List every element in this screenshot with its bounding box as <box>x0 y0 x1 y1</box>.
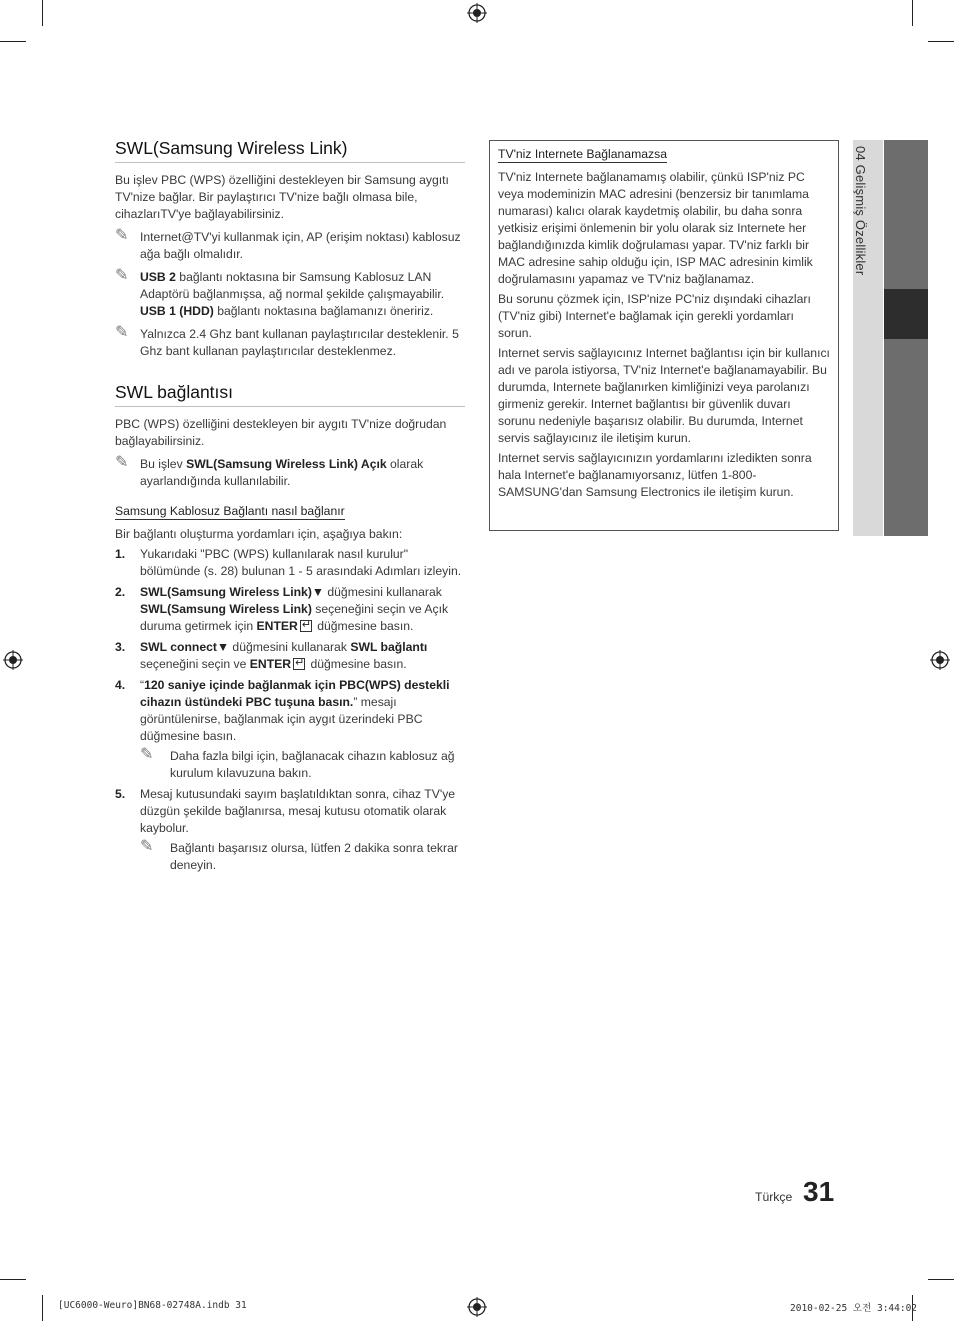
step-number: 2. <box>115 585 126 599</box>
registration-mark-icon <box>467 3 487 23</box>
step-bold: SWL(Samsung Wireless Link)▼ <box>140 585 324 599</box>
sub-intro: Bir bağlantı oluşturma yordamları için, aşağıya bakın: <box>115 527 403 541</box>
step-number: 1. <box>115 547 126 561</box>
crop-mark <box>928 1279 954 1280</box>
note <box>115 326 465 360</box>
step-bold: SWL(Samsung Wireless Link) <box>140 602 312 616</box>
language-label: Türkçe <box>755 1190 793 1204</box>
note-text: Bu işlev <box>140 457 187 471</box>
step-text: seçeneğini seçin ve <box>140 657 250 671</box>
chapter-tab-bar <box>884 140 928 289</box>
step-number: 5. <box>115 787 126 801</box>
step-bold: SWL bağlantı <box>350 640 428 654</box>
step-item <box>115 786 465 874</box>
note-text: Daha fazla bilgi için, bağlanacak cihazın kablosuz ağ kurulum kılavuzuna bakın. <box>170 749 455 780</box>
troubleshooting-box <box>489 140 839 531</box>
note-text: Internet@TV'yi kullanmak için, AP (erişim noktası) kablosuz ağa bağlı olmalıdır. <box>140 230 461 261</box>
note-text: bağlantı noktasına bir Samsung Kablosuz LAN Adaptörü bağlanmışsa, ağ normal şekilde çalışmayabilir. <box>140 270 445 301</box>
step-text: Yukarıdaki "PBC (WPS) kullanılarak nasıl kurulur" bölümünde (s. 28) bulunan 1 - 5 arasındaki Adımları izleyin. <box>140 547 462 578</box>
registration-mark-icon <box>930 650 950 670</box>
step-text: düğmesini kullanarak <box>323 585 442 599</box>
chapter-tab-active <box>884 289 928 339</box>
step-text: Mesaj kutusundaki sayım başlatıldıktan sonra, cihaz TV'ye düzgün şekilde bağlanırsa, mesaj kutusu otomatik olarak kaybolur. <box>140 787 456 835</box>
step-item <box>115 677 465 782</box>
registration-mark-icon <box>467 1297 487 1317</box>
section-title-swl-connection: SWL bağlantısı <box>115 382 465 407</box>
chapter-tab-label: 04 Gelişmiş Özellikler <box>853 146 868 276</box>
enter-label: ENTER <box>256 619 298 633</box>
step-text: “ <box>140 678 145 692</box>
box-paragraph: Internet servis sağlayıcınızın yordamlarını izledikten sonra hala Internet'e bağlanamıyorsanız, lütfen 1-800-SAMSUNG'dan Samsung Electronics ile iletişim kurun. <box>498 451 812 499</box>
print-slug-left: [UC6000-Weuro]BN68-02748A.indb 31 <box>58 1300 247 1311</box>
crop-mark <box>912 0 913 26</box>
step-text: düğmesine basın. <box>307 657 407 671</box>
swl-conn-intro: PBC (WPS) özelliğini destekleyen bir aygıtı TV'nize doğrudan bağlayabilirsiniz. <box>115 417 447 448</box>
enter-icon <box>293 658 305 670</box>
note <box>140 748 465 782</box>
box-paragraph: Internet servis sağlayıcınız Internet bağlantısı için bir kullanıcı adı ve parola istiyorsa, TV'niz Internet'e bağlanamayabilir. Bu durumda, Internete bağlanırken kimliğinizi veya parolanızı girmeniz gerekir. Internet bağlantısı bir güvenlik duvarı sorunu nedeniyle başarısız olabilir. Bu durumda, Internet servis sağlayıcınız ile iletişim kurun. <box>498 346 830 445</box>
usb2-label: USB 2 <box>140 270 176 284</box>
note-text: olarak ayarlandığında kullanılabilir. <box>140 457 424 488</box>
pencil-note-icon: ✎ <box>140 746 154 763</box>
step-item <box>115 546 465 580</box>
note <box>115 269 465 320</box>
section-title-swl: SWL(Samsung Wireless Link) <box>115 138 465 163</box>
enter-icon <box>300 620 312 632</box>
note-text: bağlantı noktasına bağlamanızı öneririz. <box>213 304 434 318</box>
registration-mark-icon <box>3 650 23 670</box>
note <box>140 840 465 874</box>
step-number: 4. <box>115 678 126 692</box>
enter-label: ENTER <box>249 657 292 671</box>
pencil-note-icon: ✎ <box>115 267 129 284</box>
note-bold: SWL(Samsung Wireless Link) Açık <box>186 457 387 471</box>
step-number: 3. <box>115 640 126 654</box>
step-item <box>115 584 465 635</box>
step-bold: SWL connect▼ <box>140 640 230 654</box>
step-text: düğmesine basın. <box>313 619 414 633</box>
pencil-note-icon: ✎ <box>140 838 154 855</box>
pencil-note-icon: ✎ <box>115 454 129 471</box>
print-slug-right: 2010-02-25 오전 3:44:02 <box>790 1303 918 1314</box>
note <box>115 229 465 263</box>
subheading-how-to-connect: Samsung Kablosuz Bağlantı nasıl bağlanır <box>115 504 345 518</box>
step-item <box>115 639 465 673</box>
swl-intro: Bu işlev PBC (WPS) özelliğini destekleyen bir Samsung aygıtı TV'nize bağlar. Bir paylaştırıcı TV'nize bağlı olmasa bile, cihazlarıTV'ye bağlayabilirsiniz. <box>115 173 449 221</box>
left-column <box>115 138 465 878</box>
crop-mark <box>0 41 26 42</box>
crop-mark <box>0 1279 26 1280</box>
step-bold: 120 saniye içinde bağlanmak için PBC(WPS) destekli cihazın üstündeki PBC tuşuna basın. <box>140 678 450 709</box>
box-paragraph: TV'niz Internete bağlanamamış olabilir, çünkü ISP'niz PC veya modeminizin MAC adresini (benzersiz bir tanımlama numarası) kalıcı olarak kaydetmiş olabilir, bu daha sonra yetkisiz erişimi önlemenin bir yolu olarak siz Internete her bağlandığınızda kimlik doğrulaması yapar. TV'niz farklı bir MAC adresine sahip olduğu için, ISP MAC adresinin kimlik doğrulamasını yapamaz ve TV'niz bağlanamaz. <box>498 170 813 286</box>
box-paragraph: Bu sorunu çözmek için, ISP'nize PC'niz dışındaki cihazları (TV'niz gibi) Internet'e bağlamak için gerekli yordamları sorun. <box>498 292 811 340</box>
crop-mark <box>42 0 43 26</box>
step-text: düğmesini kullanarak <box>229 640 351 654</box>
chapter-tab-bar <box>884 339 928 536</box>
pencil-note-icon: ✎ <box>115 227 129 244</box>
pencil-note-icon: ✎ <box>115 324 129 341</box>
crop-mark <box>928 41 954 42</box>
step-text: ” mesajı görüntülenirse, bağlanmak için aygıt üzerindeki PBC düğmesine basın. <box>140 695 423 743</box>
usb1-label: USB 1 (HDD) <box>140 304 214 318</box>
note-text: Yalnızca 2.4 Ghz bant kullanan paylaştırıcılar desteklenir. 5 Ghz bant kullanan paylaştırıcılar desteklenmez. <box>140 327 459 358</box>
box-title: TV'niz Internete Bağlanamazsa <box>498 147 667 161</box>
crop-mark <box>42 1295 43 1321</box>
note-text: Bağlantı başarısız olursa, lütfen 2 dakika sonra tekrar deneyin. <box>170 841 458 872</box>
page-number: 31 <box>803 1176 835 1207</box>
step-text: seçeneğini seçin ve Açık duruma getirmek için <box>140 602 449 633</box>
note <box>115 456 465 490</box>
